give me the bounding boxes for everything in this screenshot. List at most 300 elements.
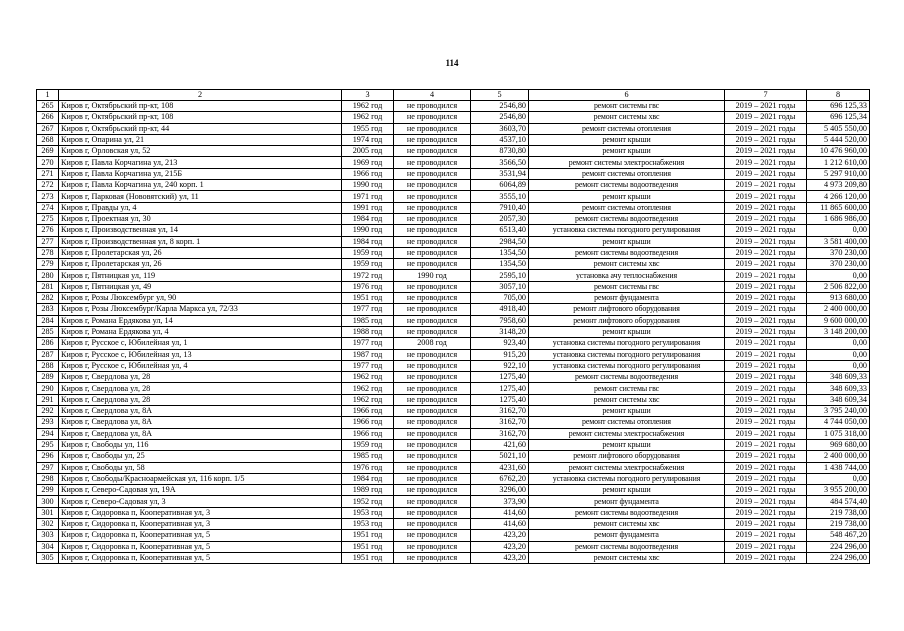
row-number-cell: 300 [37,496,59,507]
cost-cell: 370 230,00 [807,259,870,270]
table-row [37,507,870,518]
table-row [37,236,870,247]
period-cell: 2019 – 2021 годы [725,101,807,112]
last-repair-year-cell: не проводился [394,191,471,202]
period-cell: 2019 – 2021 годы [725,349,807,360]
table-row [37,360,870,371]
work-type-cell: ремонт системы водоотведения [529,213,725,224]
address-cell: Киров г, Павла Корчагина ул, 240 корп. 1 [59,180,342,191]
row-number-cell: 279 [37,259,59,270]
last-repair-year-cell: не проводился [394,259,471,270]
commissioning-year-cell: 1952 год [342,496,394,507]
cost-cell: 224 296,00 [807,541,870,552]
last-repair-year-cell: не проводился [394,112,471,123]
table-row [37,428,870,439]
cost-cell: 10 476 960,00 [807,146,870,157]
cost-cell: 4 744 050,00 [807,417,870,428]
area-cell: 1275,40 [471,394,529,405]
commissioning-year-cell: 1985 год [342,315,394,326]
period-cell: 2019 – 2021 годы [725,281,807,292]
address-cell: Киров г, Октябрьский пр-кт, 108 [59,112,342,123]
commissioning-year-cell: 1951 год [342,541,394,552]
commissioning-year-cell: 1985 год [342,451,394,462]
last-repair-year-cell: не проводился [394,372,471,383]
last-repair-year-cell: не проводился [394,360,471,371]
last-repair-year-cell: не проводился [394,157,471,168]
cost-cell: 219 738,00 [807,518,870,529]
cost-cell: 969 680,00 [807,439,870,450]
last-repair-year-cell: не проводился [394,168,471,179]
area-cell: 2546,80 [471,112,529,123]
address-cell: Киров г, Северо-Садовая ул, 3 [59,496,342,507]
work-type-cell: ремонт системы водоотведения [529,541,725,552]
work-type-cell: ремонт системы хвс [529,518,725,529]
period-cell: 2019 – 2021 годы [725,428,807,439]
work-type-cell: ремонт фундамента [529,530,725,541]
last-repair-year-cell: не проводился [394,315,471,326]
commissioning-year-cell: 1990 год [342,225,394,236]
period-cell: 2019 – 2021 годы [725,293,807,304]
address-cell: Киров г, Производственная ул, 14 [59,225,342,236]
area-cell: 1354,50 [471,247,529,258]
cost-cell: 1 438 744,00 [807,462,870,473]
period-cell: 2019 – 2021 годы [725,180,807,191]
address-cell: Киров г, Русское с, Юбилейная ул, 13 [59,349,342,360]
address-cell: Киров г, Сидоровка п, Кооперативная ул, 3 [59,518,342,529]
work-type-cell: ремонт системы водоотведения [529,372,725,383]
address-cell: Киров г, Розы Люксембург/Карла Маркса ул, 72/33 [59,304,342,315]
work-type-cell: ремонт системы отопления [529,168,725,179]
last-repair-year-cell: не проводился [394,451,471,462]
period-cell: 2019 – 2021 годы [725,518,807,529]
last-repair-year-cell: не проводился [394,485,471,496]
table-row [37,259,870,270]
row-number-cell: 303 [37,530,59,541]
cost-cell: 0,00 [807,225,870,236]
last-repair-year-cell: не проводился [394,293,471,304]
row-number-cell: 293 [37,417,59,428]
last-repair-year-cell: не проводился [394,428,471,439]
row-number-cell: 302 [37,518,59,529]
period-cell: 2019 – 2021 годы [725,134,807,145]
period-cell: 2019 – 2021 годы [725,225,807,236]
work-type-cell: ремонт системы водоотведения [529,247,725,258]
row-number-cell: 273 [37,191,59,202]
cost-cell: 348 609,33 [807,383,870,394]
address-cell: Киров г, Орловская ул, 52 [59,146,342,157]
row-number-cell: 289 [37,372,59,383]
row-number-cell: 290 [37,383,59,394]
work-type-cell: ремонт крыши [529,326,725,337]
commissioning-year-cell: 1974 год [342,134,394,145]
last-repair-year-cell: не проводился [394,383,471,394]
last-repair-year-cell: не проводился [394,304,471,315]
period-cell: 2019 – 2021 годы [725,270,807,281]
last-repair-year-cell: не проводился [394,496,471,507]
area-cell: 2984,50 [471,236,529,247]
work-type-cell: ремонт системы гвс [529,101,725,112]
cost-cell: 0,00 [807,270,870,281]
address-cell: Киров г, Свободы ул, 116 [59,439,342,450]
cost-cell: 696 125,34 [807,112,870,123]
column-header: 2 [59,90,342,101]
commissioning-year-cell: 1972 год [342,270,394,281]
area-cell: 1354,50 [471,259,529,270]
cost-cell: 4 973 209,80 [807,180,870,191]
period-cell: 2019 – 2021 годы [725,146,807,157]
row-number-cell: 304 [37,541,59,552]
table-row [37,304,870,315]
address-cell: Киров г, Свободы ул, 58 [59,462,342,473]
area-cell: 3555,10 [471,191,529,202]
area-cell: 5021,10 [471,451,529,462]
cost-cell: 2 400 000,00 [807,304,870,315]
cost-cell: 0,00 [807,360,870,371]
address-cell: Киров г, Проектная ул, 30 [59,213,342,224]
address-cell: Киров г, Северо-Садовая ул, 19А [59,485,342,496]
work-type-cell: ремонт системы хвс [529,552,725,563]
row-number-cell: 305 [37,552,59,563]
table-row [37,168,870,179]
area-cell: 3162,70 [471,428,529,439]
work-type-cell: ремонт системы отопления [529,417,725,428]
commissioning-year-cell: 1962 год [342,394,394,405]
row-number-cell: 275 [37,213,59,224]
row-number-cell: 271 [37,168,59,179]
table-row [37,372,870,383]
area-cell: 6064,89 [471,180,529,191]
address-cell: Киров г, Павла Корчагина ул, 215Б [59,168,342,179]
cost-cell: 913 680,00 [807,293,870,304]
area-cell: 3148,20 [471,326,529,337]
commissioning-year-cell: 1959 год [342,439,394,450]
work-type-cell: установка системы погодного регулирования [529,338,725,349]
table-row [37,293,870,304]
table-row [37,123,870,134]
commissioning-year-cell: 1988 год [342,326,394,337]
period-cell: 2019 – 2021 годы [725,417,807,428]
commissioning-year-cell: 2005 год [342,146,394,157]
cost-cell: 224 296,00 [807,552,870,563]
last-repair-year-cell: не проводился [394,417,471,428]
table-row [37,451,870,462]
row-number-cell: 298 [37,473,59,484]
commissioning-year-cell: 1962 год [342,101,394,112]
row-number-cell: 287 [37,349,59,360]
area-cell: 1275,40 [471,383,529,394]
work-type-cell: установка системы погодного регулирования [529,349,725,360]
address-cell: Киров г, Свердлова ул, 8А [59,417,342,428]
table-row [37,281,870,292]
work-type-cell: установка системы погодного регулирования [529,473,725,484]
cost-cell: 370 230,00 [807,247,870,258]
cost-cell: 348 609,34 [807,394,870,405]
table-row [37,473,870,484]
last-repair-year-cell: не проводился [394,507,471,518]
period-cell: 2019 – 2021 годы [725,259,807,270]
commissioning-year-cell: 1984 год [342,473,394,484]
work-type-cell: ремонт системы гвс [529,281,725,292]
address-cell: Киров г, Сидоровка п, Кооперативная ул, 5 [59,541,342,552]
commissioning-year-cell: 1984 год [342,236,394,247]
row-number-cell: 301 [37,507,59,518]
address-cell: Киров г, Сидоровка п, Кооперативная ул, 3 [59,507,342,518]
column-header: 6 [529,90,725,101]
period-cell: 2019 – 2021 годы [725,451,807,462]
commissioning-year-cell: 1966 год [342,168,394,179]
period-cell: 2019 – 2021 годы [725,315,807,326]
row-number-cell: 280 [37,270,59,281]
last-repair-year-cell: не проводился [394,134,471,145]
row-number-cell: 274 [37,202,59,213]
cost-cell: 11 865 600,00 [807,202,870,213]
last-repair-year-cell: не проводился [394,247,471,258]
row-number-cell: 294 [37,428,59,439]
period-cell: 2019 – 2021 годы [725,439,807,450]
address-cell: Киров г, Пролетарская ул, 26 [59,259,342,270]
period-cell: 2019 – 2021 годы [725,462,807,473]
work-type-cell: ремонт системы электроснабжения [529,157,725,168]
address-cell: Киров г, Свердлова ул, 28 [59,394,342,405]
period-cell: 2019 – 2021 годы [725,507,807,518]
area-cell: 3057,10 [471,281,529,292]
period-cell: 2019 – 2021 годы [725,360,807,371]
period-cell: 2019 – 2021 годы [725,112,807,123]
work-type-cell: ремонт системы электроснабжения [529,428,725,439]
address-cell: Киров г, Романа Ердякова ул, 14 [59,315,342,326]
area-cell: 6762,20 [471,473,529,484]
row-number-cell: 283 [37,304,59,315]
commissioning-year-cell: 1987 год [342,349,394,360]
commissioning-year-cell: 1962 год [342,372,394,383]
table-row [37,180,870,191]
cost-cell: 1 686 986,00 [807,213,870,224]
table-row [37,439,870,450]
column-header: 3 [342,90,394,101]
address-cell: Киров г, Октябрьский пр-кт, 44 [59,123,342,134]
work-type-cell: ремонт крыши [529,406,725,417]
commissioning-year-cell: 1962 год [342,383,394,394]
address-cell: Киров г, Розы Люксембург ул, 90 [59,293,342,304]
row-number-cell: 268 [37,134,59,145]
period-cell: 2019 – 2021 годы [725,213,807,224]
period-cell: 2019 – 2021 годы [725,202,807,213]
area-cell: 414,60 [471,518,529,529]
commissioning-year-cell: 1976 год [342,462,394,473]
commissioning-year-cell: 1951 год [342,530,394,541]
table-row [37,518,870,529]
area-cell: 922,10 [471,360,529,371]
row-number-cell: 295 [37,439,59,450]
last-repair-year-cell: не проводился [394,541,471,552]
row-number-cell: 299 [37,485,59,496]
commissioning-year-cell: 1966 год [342,406,394,417]
row-number-cell: 269 [37,146,59,157]
address-cell: Киров г, Октябрьский пр-кт, 108 [59,101,342,112]
commissioning-year-cell: 1966 год [342,417,394,428]
table-row [37,541,870,552]
period-cell: 2019 – 2021 годы [725,530,807,541]
work-type-cell: ремонт системы хвс [529,394,725,405]
area-cell: 3162,70 [471,406,529,417]
row-number-cell: 285 [37,326,59,337]
work-type-cell: ремонт фундамента [529,496,725,507]
page-number: 114 [445,58,459,68]
row-number-cell: 266 [37,112,59,123]
last-repair-year-cell: 2008 год [394,338,471,349]
work-type-cell: ремонт системы водоотведения [529,180,725,191]
cost-cell: 5 405 550,00 [807,123,870,134]
last-repair-year-cell: не проводился [394,552,471,563]
address-cell: Киров г, Русское с, Юбилейная ул, 4 [59,360,342,371]
column-header: 8 [807,90,870,101]
last-repair-year-cell: не проводился [394,225,471,236]
table-row [37,315,870,326]
commissioning-year-cell: 1977 год [342,304,394,315]
work-type-cell: ремонт крыши [529,439,725,450]
last-repair-year-cell: не проводился [394,473,471,484]
cost-cell: 548 467,20 [807,530,870,541]
table-row [37,338,870,349]
period-cell: 2019 – 2021 годы [725,191,807,202]
row-number-cell: 286 [37,338,59,349]
cost-cell: 3 148 200,00 [807,326,870,337]
cost-cell: 3 795 240,00 [807,406,870,417]
header-row [37,90,870,101]
area-cell: 705,00 [471,293,529,304]
period-cell: 2019 – 2021 годы [725,168,807,179]
work-type-cell: ремонт крыши [529,236,725,247]
table-row [37,191,870,202]
last-repair-year-cell: не проводился [394,236,471,247]
commissioning-year-cell: 1951 год [342,552,394,563]
area-cell: 423,20 [471,541,529,552]
area-cell: 2595,10 [471,270,529,281]
cost-cell: 5 297 910,00 [807,168,870,179]
work-type-cell: ремонт крыши [529,146,725,157]
period-cell: 2019 – 2021 годы [725,326,807,337]
period-cell: 2019 – 2021 годы [725,541,807,552]
row-number-cell: 277 [37,236,59,247]
period-cell: 2019 – 2021 годы [725,247,807,258]
period-cell: 2019 – 2021 годы [725,406,807,417]
work-type-cell: установка системы погодного регулирования [529,360,725,371]
area-cell: 8730,80 [471,146,529,157]
area-cell: 6513,40 [471,225,529,236]
cost-cell: 0,00 [807,349,870,360]
last-repair-year-cell: не проводился [394,349,471,360]
period-cell: 2019 – 2021 годы [725,473,807,484]
address-cell: Киров г, Пятницкая ул, 119 [59,270,342,281]
period-cell: 2019 – 2021 годы [725,157,807,168]
last-repair-year-cell: не проводился [394,213,471,224]
address-cell: Киров г, Сидоровка п, Кооперативная ул, 5 [59,530,342,541]
table-body [37,90,870,564]
area-cell: 3566,50 [471,157,529,168]
commissioning-year-cell: 1951 год [342,293,394,304]
work-type-cell: ремонт фундамента [529,293,725,304]
area-cell: 3603,70 [471,123,529,134]
address-cell: Киров г, Правды ул, 4 [59,202,342,213]
table-row [37,247,870,258]
address-cell: Киров г, Опарина ул, 21 [59,134,342,145]
table-row [37,394,870,405]
cost-cell: 0,00 [807,338,870,349]
last-repair-year-cell: не проводился [394,439,471,450]
area-cell: 421,60 [471,439,529,450]
table-row [37,462,870,473]
area-cell: 915,20 [471,349,529,360]
commissioning-year-cell: 1971 год [342,191,394,202]
area-cell: 373,90 [471,496,529,507]
cost-cell: 1 075 318,00 [807,428,870,439]
address-cell: Киров г, Свердлова ул, 28 [59,383,342,394]
address-cell: Киров г, Русское с, Юбилейная ул, 1 [59,338,342,349]
table-row [37,225,870,236]
row-number-cell: 297 [37,462,59,473]
cost-cell: 484 574,40 [807,496,870,507]
table-row [37,417,870,428]
area-cell: 414,60 [471,507,529,518]
commissioning-year-cell: 1989 год [342,485,394,496]
row-number-cell: 284 [37,315,59,326]
work-type-cell: ремонт системы хвс [529,112,725,123]
commissioning-year-cell: 1959 год [342,247,394,258]
last-repair-year-cell: не проводился [394,180,471,191]
work-type-cell: ремонт системы гвс [529,383,725,394]
row-number-cell: 272 [37,180,59,191]
work-type-cell: ремонт крыши [529,191,725,202]
address-cell: Киров г, Пролетарская ул, 26 [59,247,342,258]
area-cell: 423,20 [471,530,529,541]
work-type-cell: ремонт лифтового оборудования [529,451,725,462]
period-cell: 2019 – 2021 годы [725,338,807,349]
work-type-cell: ремонт крыши [529,134,725,145]
last-repair-year-cell: не проводился [394,406,471,417]
last-repair-year-cell: не проводился [394,326,471,337]
cost-cell: 2 400 000,00 [807,451,870,462]
cost-cell: 4 266 120,00 [807,191,870,202]
column-header: 4 [394,90,471,101]
last-repair-year-cell: не проводился [394,202,471,213]
period-cell: 2019 – 2021 годы [725,394,807,405]
area-cell: 3162,70 [471,417,529,428]
commissioning-year-cell: 1966 год [342,428,394,439]
commissioning-year-cell: 1991 год [342,202,394,213]
column-header: 7 [725,90,807,101]
address-cell: Киров г, Парковая (Нововятский) ул, 11 [59,191,342,202]
commissioning-year-cell: 1990 год [342,180,394,191]
commissioning-year-cell: 1977 год [342,338,394,349]
work-type-cell: ремонт системы отопления [529,202,725,213]
repair-schedule-table [36,89,870,564]
commissioning-year-cell: 1969 год [342,157,394,168]
area-cell: 7958,60 [471,315,529,326]
last-repair-year-cell: не проводился [394,146,471,157]
row-number-cell: 270 [37,157,59,168]
table-row [37,112,870,123]
commissioning-year-cell: 1953 год [342,518,394,529]
work-type-cell: ремонт крыши [529,485,725,496]
table-row [37,383,870,394]
table-row [37,485,870,496]
cost-cell: 1 212 610,00 [807,157,870,168]
period-cell: 2019 – 2021 годы [725,236,807,247]
table-row [37,157,870,168]
area-cell: 3296,00 [471,485,529,496]
row-number-cell: 291 [37,394,59,405]
cost-cell: 5 444 520,00 [807,134,870,145]
